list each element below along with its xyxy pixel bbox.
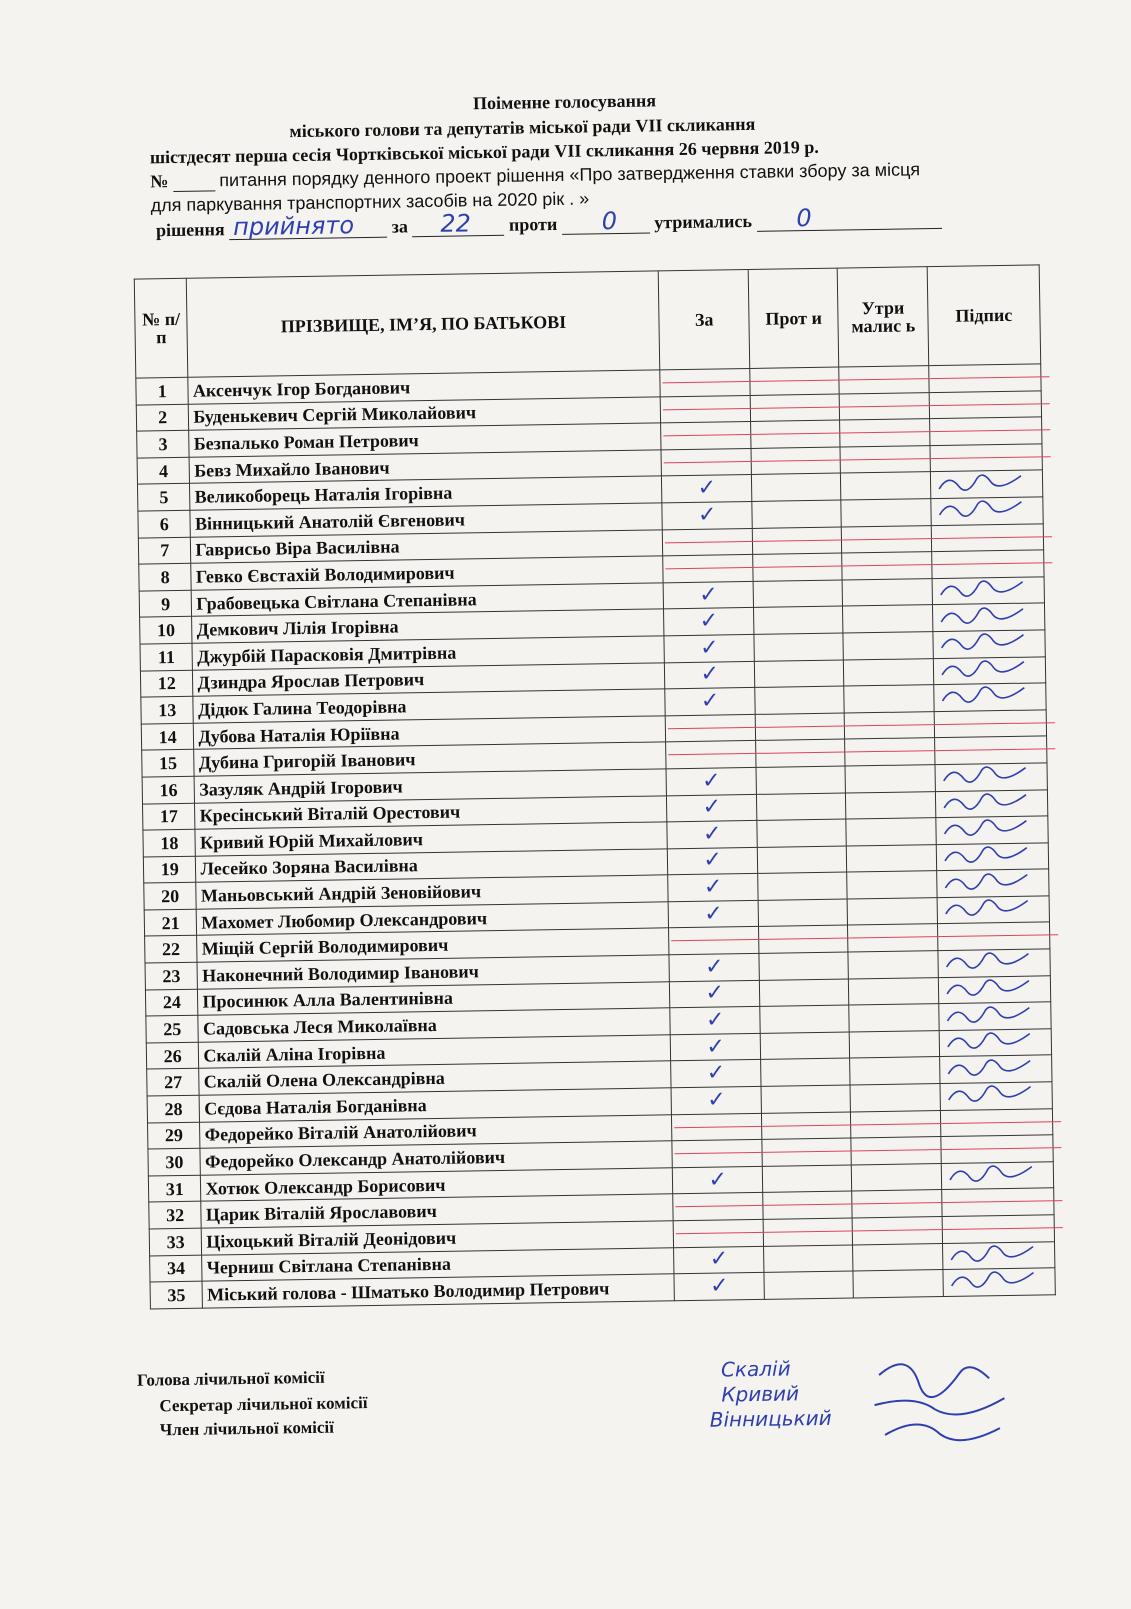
commission-signatures	[869, 1353, 1021, 1455]
signature-scribble-icon	[941, 897, 1031, 920]
row-name: Міщій Сергій Володимирович	[197, 928, 669, 962]
signature-scribble-icon	[935, 498, 1025, 521]
row-number: 30	[148, 1148, 201, 1175]
abstained-label: утримались	[654, 210, 753, 233]
check-mark-icon: ✓	[700, 688, 720, 714]
col-number-header: № п/п	[134, 278, 188, 378]
check-mark-icon: ✓	[705, 980, 725, 1007]
row-name: Скалій Олена Олександрівна	[199, 1061, 671, 1095]
decision-line	[155, 203, 942, 242]
row-number: 33	[149, 1228, 202, 1255]
abstained-cell	[839, 366, 929, 394]
row-name: Кресінський Віталій Орестович	[195, 795, 667, 829]
signature-scribble-icon	[939, 764, 1029, 787]
signature-cell	[936, 816, 1049, 844]
col-against-header: Прот и	[748, 268, 839, 368]
signature-cell	[932, 603, 1045, 631]
row-number: 14	[141, 723, 194, 750]
for-cell	[664, 634, 754, 662]
against-cell	[756, 739, 846, 767]
against-cell	[759, 979, 849, 1007]
row-number: 6	[138, 510, 191, 537]
row-name: Бевз Михайло Іванович	[190, 450, 662, 484]
check-mark-icon: ✓	[706, 1034, 726, 1060]
check-mark-icon: ✓	[697, 502, 717, 528]
row-name: Просинюк Алла Валентинівна	[198, 981, 670, 1015]
abstained-cell	[843, 605, 933, 633]
signature-scribble-icon	[943, 1003, 1033, 1026]
abstained-cell	[845, 765, 935, 793]
abstained-cell	[852, 1163, 942, 1191]
signature-cell	[939, 1002, 1052, 1030]
for-cell	[661, 448, 751, 476]
secretary-label: Секретар лічильної комісії	[159, 1393, 368, 1416]
signature-scribble-icon	[944, 1056, 1034, 1079]
row-name: Міський голова - Шматько Володимир Петрович	[202, 1274, 674, 1308]
signature-cell	[935, 789, 1048, 817]
for-cell	[662, 475, 752, 503]
abstained-cell	[849, 977, 939, 1005]
row-number: 4	[137, 457, 190, 484]
row-number: 10	[140, 617, 193, 644]
agenda-text: питання порядку денного проект рішення «Про затвердження ставки збору за місця	[219, 159, 921, 191]
for-cell	[671, 1060, 761, 1088]
for-cell	[665, 661, 755, 689]
for-cell	[663, 555, 753, 583]
row-name: Джурбій Парасковія Дмитрівна	[192, 636, 664, 670]
for-cell	[674, 1273, 764, 1301]
member-signature-name: Вінницький	[709, 1405, 832, 1432]
row-name: Великоборець Наталія Ігорівна	[190, 476, 662, 510]
against-cell	[751, 473, 841, 501]
against-cell	[754, 633, 844, 661]
for-cell	[673, 1166, 763, 1194]
abstained-cell	[840, 445, 930, 473]
abstained-cell	[840, 419, 930, 447]
against-cell	[755, 686, 845, 714]
for-cell	[672, 1140, 762, 1168]
against-cell	[754, 660, 844, 688]
abstained-cell	[853, 1270, 943, 1298]
abstained-cell	[847, 844, 937, 872]
abstained-cell	[841, 499, 931, 527]
for-cell	[669, 953, 759, 981]
check-mark-icon: ✓	[709, 1273, 729, 1299]
for-cell	[670, 1007, 760, 1035]
check-mark-icon: ✓	[702, 768, 721, 794]
for-cell	[664, 581, 754, 609]
row-number: 11	[140, 643, 193, 670]
row-name: Грабовецька Світлана Степанівна	[192, 583, 664, 617]
row-number: 9	[139, 590, 192, 617]
for-cell	[670, 980, 760, 1008]
row-number: 25	[146, 1015, 199, 1042]
abstained-cell	[852, 1190, 942, 1218]
row-name: Ціхоцький Віталій Деонідович	[202, 1221, 674, 1255]
check-mark-icon: ✓	[709, 1246, 729, 1273]
row-number: 28	[147, 1095, 200, 1122]
row-number: 32	[149, 1202, 202, 1229]
row-number: 34	[150, 1255, 203, 1282]
row-number: 26	[146, 1042, 199, 1069]
for-cell	[673, 1193, 763, 1221]
row-number: 5	[137, 484, 190, 511]
row-number: 18	[143, 829, 196, 856]
row-number: 21	[144, 909, 197, 936]
for-cell	[672, 1113, 762, 1141]
abstained-cell	[853, 1243, 943, 1271]
signature-scribble-icon	[937, 604, 1027, 627]
against-cell	[753, 606, 843, 634]
row-number: 27	[147, 1069, 200, 1096]
for-cell	[665, 688, 755, 716]
row-number: 3	[137, 430, 190, 457]
row-name: Буденькевич Сергій Миколайович	[189, 396, 661, 430]
vote-table	[134, 264, 1056, 1309]
for-cell	[660, 368, 750, 396]
signature-cell	[938, 975, 1051, 1003]
abstained-cell	[845, 711, 935, 739]
decision-label: рішення	[155, 219, 225, 241]
abstained-cell	[842, 552, 932, 580]
signature-cell	[939, 1029, 1052, 1057]
row-number: 23	[145, 962, 198, 989]
against-cell	[763, 1245, 853, 1273]
abstained-cell	[850, 1084, 940, 1112]
signature-cell	[940, 1082, 1053, 1110]
signature-scribble-icon	[947, 1242, 1037, 1265]
signature-scribble-icon	[947, 1269, 1037, 1292]
against-cell	[750, 394, 840, 422]
row-name: Кривий Юрій Михайлович	[195, 822, 667, 856]
row-name: Царик Віталій Ярославович	[201, 1194, 673, 1228]
abstained-cell	[845, 738, 935, 766]
secretary-signature-name: Кривий	[721, 1381, 800, 1407]
signature-scribble-icon	[941, 870, 1031, 893]
for-cell	[674, 1246, 764, 1274]
check-mark-icon: ✓	[697, 475, 717, 501]
member-label: Член лічильної комісії	[159, 1417, 335, 1440]
against-value: 0	[601, 207, 618, 236]
row-name: Федорейко Олександр Анатолійович	[200, 1141, 672, 1175]
against-cell	[763, 1218, 853, 1246]
row-number: 13	[141, 696, 194, 723]
row-number: 24	[145, 989, 198, 1016]
for-cell	[671, 1033, 761, 1061]
for-cell	[666, 767, 756, 795]
check-mark-icon: ✓	[703, 874, 723, 900]
signature-cell	[937, 869, 1050, 897]
against-cell	[751, 420, 841, 448]
check-mark-icon: ✓	[699, 582, 718, 608]
row-number: 35	[150, 1281, 203, 1308]
check-mark-icon: ✓	[705, 1007, 725, 1033]
for-cell	[663, 528, 753, 556]
against-cell	[761, 1085, 851, 1113]
signature-cell	[934, 683, 1047, 711]
signature-cell	[939, 1055, 1052, 1083]
check-mark-icon: ✓	[706, 1060, 726, 1086]
row-number: 2	[136, 404, 189, 431]
abstained-cell	[850, 1030, 940, 1058]
against-cell	[760, 1032, 850, 1060]
row-name: Дзиндра Ярослав Петрович	[193, 662, 665, 696]
check-mark-icon: ✓	[702, 794, 722, 821]
abstained-cell	[844, 685, 934, 713]
signature-scribble-icon	[940, 790, 1030, 813]
number-sign: №	[150, 171, 169, 192]
for-cell	[674, 1219, 764, 1247]
against-cell	[761, 1058, 851, 1086]
row-name: Аксенчук Ігор Богданович	[188, 370, 660, 404]
col-signature-header: Підпис	[927, 265, 1041, 366]
chair-label: Голова лічильної комісії	[136, 1367, 325, 1390]
against-cell	[763, 1191, 853, 1219]
signature-cell	[937, 896, 1050, 924]
abstained-cell	[848, 924, 938, 952]
row-name: Хотюк Олександр Борисович	[201, 1168, 673, 1202]
check-mark-icon: ✓	[704, 954, 724, 980]
row-name: Скалій Аліна Ігорівна	[199, 1035, 671, 1069]
abstained-cell	[851, 1110, 941, 1138]
col-for-header: За	[659, 269, 750, 369]
row-name: Зазуляк Андрій Ігорович	[195, 769, 667, 803]
abstained-cell	[842, 525, 932, 553]
signature-scribble-icon	[942, 950, 1032, 973]
check-mark-icon: ✓	[708, 1167, 728, 1193]
abstained-cell	[849, 1004, 939, 1032]
signature-scribble-icon	[938, 657, 1028, 680]
against-cell	[758, 872, 848, 900]
row-name: Садовська Леся Миколаївна	[198, 1008, 670, 1042]
for-cell	[664, 608, 754, 636]
row-number: 8	[139, 563, 192, 590]
check-mark-icon: ✓	[699, 608, 719, 634]
doc-title: Поіменне голосування	[472, 90, 657, 114]
abstained-cell	[841, 472, 931, 500]
row-name: Махомет Любомир Олександрович	[197, 902, 669, 936]
against-cell	[756, 766, 846, 794]
abstained-cell	[847, 871, 937, 899]
against-cell	[764, 1271, 854, 1299]
signature-scribble-icon	[935, 471, 1025, 494]
against-cell	[757, 819, 847, 847]
row-name: Маньовський Андрій Зеновійович	[196, 875, 668, 909]
against-cell	[753, 580, 843, 608]
row-name: Безпалько Роман Петрович	[189, 423, 661, 457]
signature-scribble-icon	[937, 631, 1027, 654]
check-mark-icon: ✓	[702, 821, 722, 847]
abstained-cell	[847, 897, 937, 925]
session-line: шістдесят перша сесія Чортківської міської ради VІІ скликання 26 червня 2019 р.	[149, 136, 819, 168]
row-number: 17	[143, 803, 196, 830]
against-cell	[759, 952, 849, 980]
against-cell	[758, 899, 848, 927]
for-cell	[668, 874, 758, 902]
against-cell	[753, 553, 843, 581]
signature-scribble-icon	[944, 1083, 1034, 1106]
row-number: 19	[143, 856, 196, 883]
row-number: 12	[140, 670, 193, 697]
signature-scribble-icon	[946, 1163, 1036, 1186]
row-name: Вінницький Анатолій Євгенович	[190, 503, 662, 537]
signature-cell	[935, 763, 1048, 791]
for-cell	[667, 794, 757, 822]
abstained-cell	[844, 658, 934, 686]
doc-subtitle: міського голови та депутатів міської ради VІІ скликання	[289, 113, 756, 142]
against-label: проти	[508, 213, 558, 235]
signature-scribble-icon	[936, 578, 1026, 601]
signature-cell	[933, 630, 1046, 658]
abstained-cell	[840, 392, 930, 420]
for-cell	[672, 1086, 762, 1114]
check-mark-icon: ✓	[703, 847, 723, 874]
against-cell	[751, 447, 841, 475]
signature-cell	[941, 1162, 1054, 1190]
row-number: 22	[145, 936, 198, 963]
signature-scribble-icon	[941, 844, 1031, 867]
row-name: Черниш Світлана Степанівна	[202, 1247, 674, 1281]
agenda-number-blank	[173, 172, 215, 192]
row-name: Сєдова Наталія Богданівна	[200, 1088, 672, 1122]
for-cell	[666, 741, 756, 769]
for-cell	[667, 821, 757, 849]
against-cell	[762, 1138, 852, 1166]
vote-table-body	[136, 364, 1056, 1309]
check-mark-icon: ✓	[704, 901, 723, 927]
signature-cell	[932, 577, 1045, 605]
signature-cell	[943, 1268, 1056, 1296]
decision-value: прийнято	[232, 211, 355, 242]
row-name: Федорейко Віталій Анатолійович	[200, 1114, 672, 1148]
for-cell	[669, 927, 759, 955]
against-cell	[762, 1165, 852, 1193]
abstained-cell	[846, 818, 936, 846]
against-cell	[757, 846, 847, 874]
signature-cell	[930, 470, 1043, 498]
against-cell	[760, 1005, 850, 1033]
against-cell	[755, 713, 845, 741]
signature-cell	[931, 497, 1044, 525]
against-cell	[750, 367, 840, 395]
against-cell	[756, 793, 846, 821]
col-abstained-header: Утри малис ь	[838, 267, 929, 367]
abstained-value: 0	[796, 203, 812, 233]
check-mark-icon: ✓	[707, 1087, 726, 1113]
signature-scribble-icon	[940, 817, 1030, 840]
for-label: за	[391, 216, 409, 237]
col-name-header: ПРІЗВИЩЕ, ІМ’Я, ПО БАТЬКОВІ	[187, 271, 661, 377]
chair-signature-name: Скалій	[720, 1356, 791, 1382]
abstained-cell	[846, 791, 936, 819]
against-cell	[758, 925, 848, 953]
row-number: 20	[144, 883, 197, 910]
for-cell	[662, 501, 752, 529]
abstained-cell	[853, 1217, 943, 1245]
row-number: 31	[148, 1175, 201, 1202]
abstained-cell	[843, 632, 933, 660]
for-cell	[661, 395, 751, 423]
for-value: 22	[440, 209, 472, 238]
against-cell	[752, 527, 842, 555]
signature-cell	[933, 656, 1046, 684]
row-number: 29	[148, 1122, 201, 1149]
row-name: Дідюк Галина Теодорівна	[193, 689, 665, 723]
for-cell	[661, 422, 751, 450]
row-name: Дубина Григорій Іванович	[194, 742, 666, 776]
table-header-row	[134, 265, 1040, 378]
row-number: 1	[136, 377, 189, 404]
row-name: Дубова Наталія Юріївна	[194, 716, 666, 750]
row-number: 7	[138, 537, 191, 564]
row-name: Демкович Лілія Ігорівна	[192, 609, 664, 643]
against-cell	[761, 1112, 851, 1140]
agenda-text-cont: для паркування транспортних засобів на 2020 рік . »	[150, 188, 590, 216]
row-name: Гевко Євстахій Володимирович	[191, 556, 663, 590]
row-name: Наконечний Володимир Іванович	[197, 955, 669, 989]
check-mark-icon: ✓	[699, 635, 719, 661]
for-cell	[668, 847, 758, 875]
signature-scribble-icon	[943, 977, 1033, 1000]
signature-cell	[942, 1241, 1055, 1269]
signature-cell	[936, 843, 1049, 871]
for-cell	[666, 714, 756, 742]
row-number: 15	[142, 750, 195, 777]
signature-scribble-icon	[938, 684, 1028, 707]
signature-scribble-icon	[944, 1030, 1034, 1053]
abstained-cell	[851, 1137, 941, 1165]
signature-cell	[938, 949, 1051, 977]
row-name: Гаврисьо Віра Василівна	[191, 529, 663, 563]
abstained-cell	[848, 951, 938, 979]
against-cell	[752, 500, 842, 528]
abstained-cell	[842, 578, 932, 606]
for-cell	[669, 900, 759, 928]
row-number: 16	[142, 776, 195, 803]
check-mark-icon: ✓	[700, 661, 720, 688]
row-name: Лесейко Зоряна Василівна	[196, 849, 668, 883]
abstained-cell	[850, 1057, 940, 1085]
